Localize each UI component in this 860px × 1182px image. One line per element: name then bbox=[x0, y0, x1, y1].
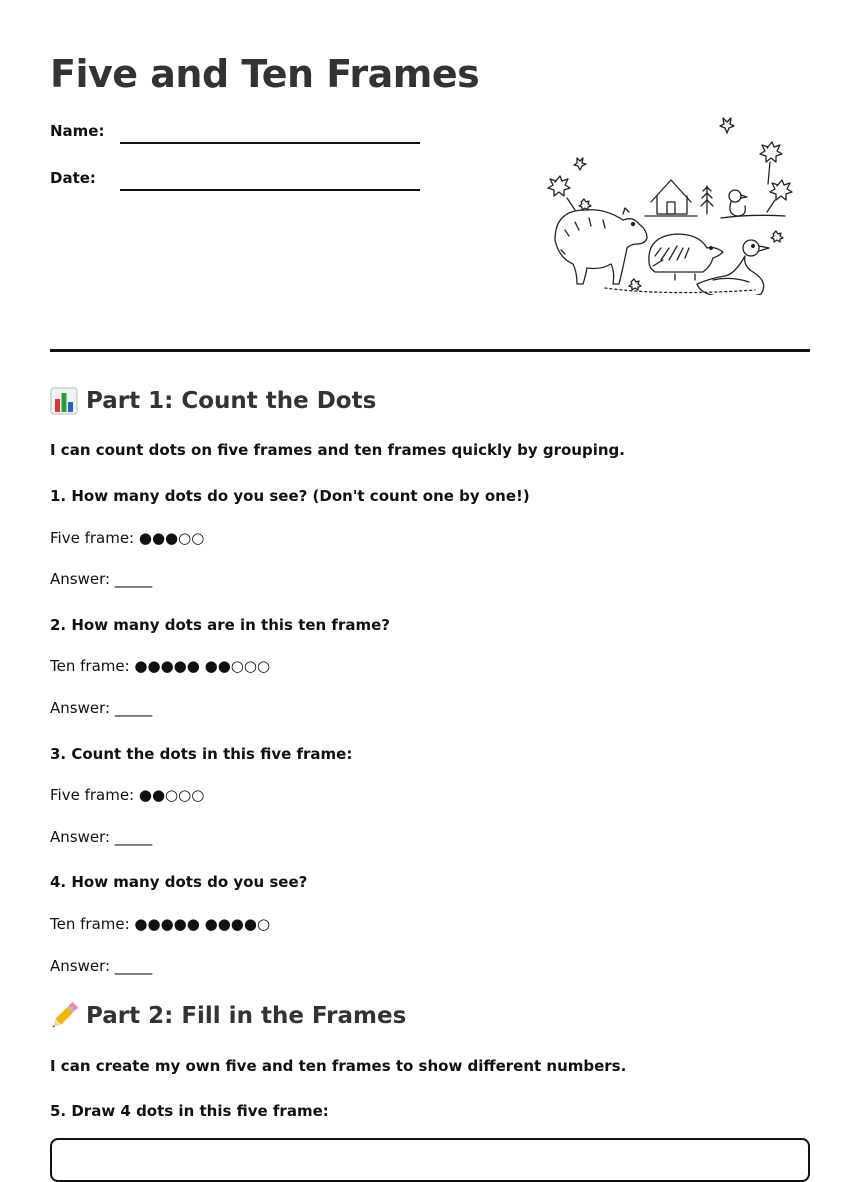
date-line[interactable] bbox=[120, 189, 420, 191]
pencil-icon bbox=[50, 1002, 78, 1030]
part1-objective: I can count dots on five frames and ten frames quickly by grouping. bbox=[50, 441, 625, 459]
five-frame-3: Five frame: ●●○○○ bbox=[50, 786, 205, 804]
question-2: 2. How many dots are in this ten frame? bbox=[50, 616, 390, 634]
answer-4[interactable]: Answer: _____ bbox=[50, 957, 153, 975]
leaf-icon bbox=[579, 199, 591, 210]
leaf-icon bbox=[760, 142, 795, 184]
hedgehog-icon bbox=[649, 234, 723, 280]
name-line[interactable] bbox=[120, 142, 420, 144]
capybara-icon bbox=[555, 208, 647, 284]
part1-title: Part 1: Count the Dots bbox=[86, 388, 377, 414]
bar-chart-icon bbox=[50, 387, 78, 415]
question-4: 4. How many dots do you see? bbox=[50, 873, 308, 891]
leaf-icon bbox=[767, 180, 792, 212]
question-5: 5. Draw 4 dots in this five frame: bbox=[50, 1102, 329, 1120]
part2-heading bbox=[50, 1002, 406, 1030]
date-label: Date: bbox=[50, 169, 96, 187]
ten-frame-2: Ten frame: ●●●●● ●●○○○ bbox=[50, 657, 271, 675]
question-3: 3. Count the dots in this five frame: bbox=[50, 745, 353, 763]
part1-heading bbox=[50, 387, 376, 415]
answer-3[interactable]: Answer: _____ bbox=[50, 828, 153, 846]
page-title: Five and Ten Frames bbox=[50, 52, 480, 96]
leaf-icon bbox=[574, 158, 586, 170]
header-divider bbox=[50, 349, 810, 352]
five-frame-drawing-box[interactable] bbox=[50, 1138, 810, 1182]
cabin-icon bbox=[645, 180, 697, 216]
leaf-icon bbox=[771, 231, 783, 242]
leaf-icon bbox=[629, 279, 641, 290]
ten-frame-4: Ten frame: ●●●●● ●●●●○ bbox=[50, 915, 271, 933]
leaf-icon bbox=[720, 118, 734, 133]
animals-illustration bbox=[545, 110, 795, 295]
part2-title: Part 2: Fill in the Frames bbox=[86, 1003, 407, 1029]
answer-2[interactable]: Answer: _____ bbox=[50, 699, 153, 717]
name-label: Name: bbox=[50, 122, 105, 140]
leaf-icon bbox=[548, 176, 575, 210]
question-1: 1. How many dots do you see? (Don't count one by one!) bbox=[50, 487, 530, 505]
answer-1[interactable]: Answer: _____ bbox=[50, 570, 153, 588]
part2-objective: I can create my own five and ten frames to show different numbers. bbox=[50, 1057, 627, 1075]
five-frame-1: Five frame: ●●●○○ bbox=[50, 529, 205, 547]
tree-icon bbox=[701, 186, 713, 214]
